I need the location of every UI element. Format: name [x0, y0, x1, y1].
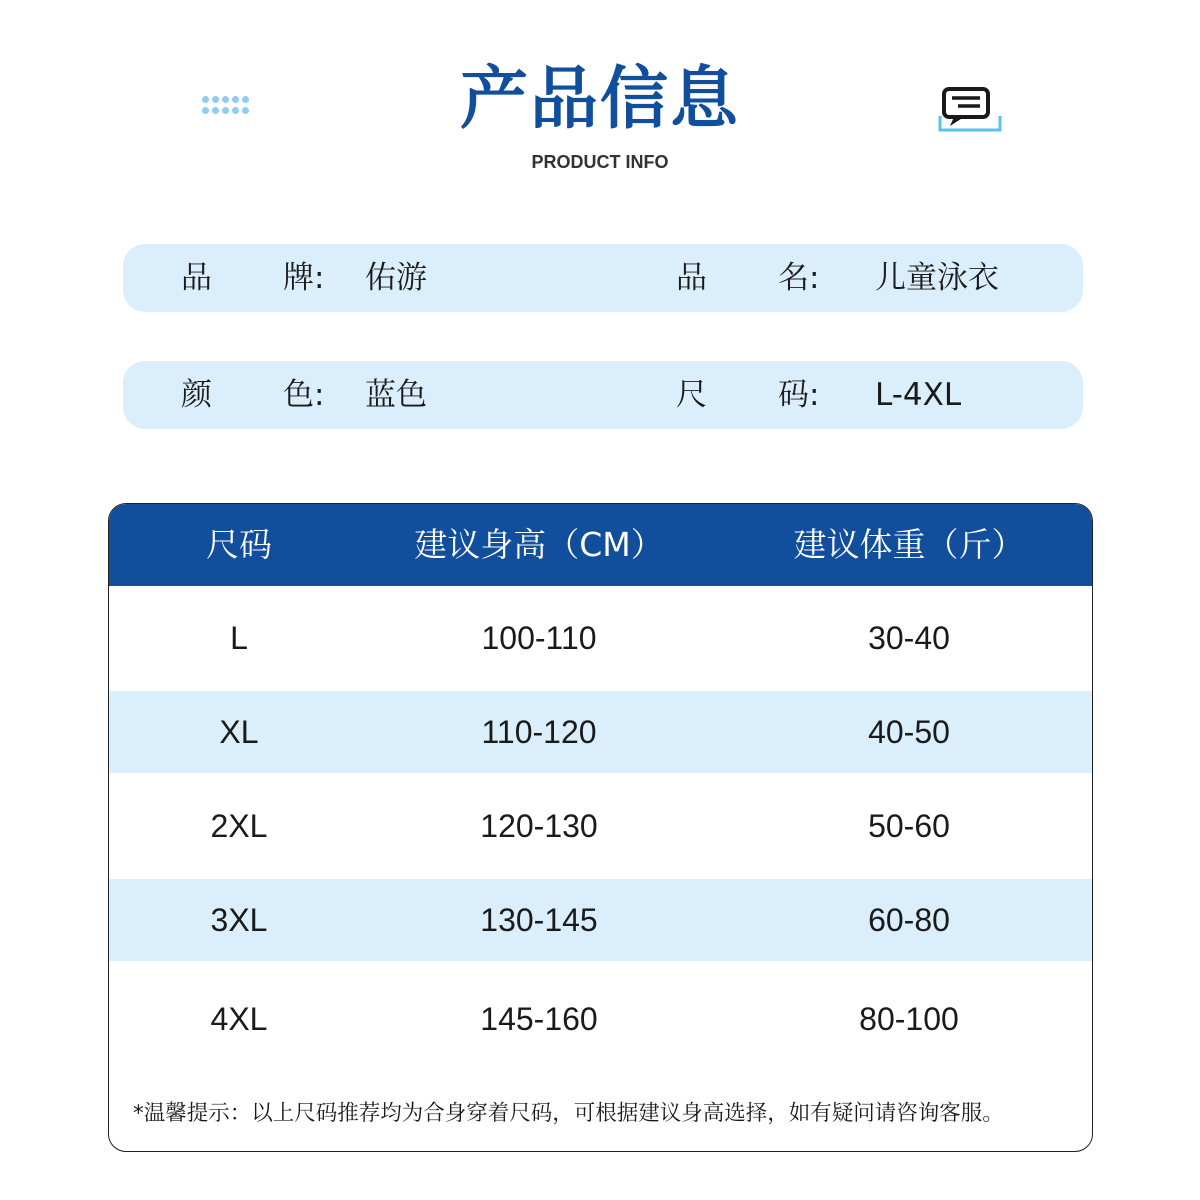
color-label-2: 色: — [283, 377, 325, 413]
cell-size: 2XL — [210, 807, 268, 844]
size-tip-note: *温馨提示：以上尺码推荐均为合身穿着尺码，可根据建议身高选择，如有疑问请咨询客服。 — [133, 1101, 1004, 1126]
cell-height: 130-145 — [480, 901, 598, 938]
header-size: 尺码 — [206, 525, 272, 564]
info-row-color-size — [123, 361, 1083, 429]
cell-size: 4XL — [210, 1001, 268, 1037]
cell-weight: 50-60 — [868, 807, 950, 844]
cell-size: L — [230, 620, 248, 656]
cell-weight: 40-50 — [868, 713, 950, 750]
table-row — [109, 586, 1092, 691]
header-weight: 建议体重（斤） — [793, 525, 1025, 564]
color-value: 蓝色 — [365, 377, 427, 413]
table-header — [109, 504, 1092, 586]
product-name-label-2: 名: — [778, 260, 820, 296]
size-value: L-4XL — [875, 377, 962, 413]
table-row — [109, 691, 1092, 773]
cell-height: 145-160 — [480, 1001, 598, 1037]
table-row — [109, 879, 1092, 961]
product-name-label-1: 品 — [676, 260, 707, 296]
product-name-value: 儿童泳衣 — [875, 260, 999, 296]
cell-size: XL — [219, 713, 259, 750]
brand-value: 佑游 — [365, 260, 427, 296]
cell-weight: 30-40 — [868, 620, 950, 656]
table-row — [109, 773, 1092, 879]
page-title: 产品信息 — [459, 60, 740, 139]
chat-bubble-icon — [938, 86, 1002, 134]
header — [0, 0, 1200, 200]
size-label-1: 尺 — [676, 377, 707, 413]
cell-height: 110-120 — [481, 713, 597, 750]
cell-weight: 60-80 — [868, 901, 950, 938]
brand-label-2: 牌: — [283, 260, 325, 296]
cell-size: 3XL — [210, 901, 268, 938]
cell-height: 120-130 — [480, 807, 598, 844]
cell-height: 100-110 — [481, 620, 597, 656]
page-subtitle: PRODUCT INFO — [531, 152, 669, 172]
info-row-brand-name — [123, 244, 1083, 312]
brand-label-1: 品 — [181, 260, 212, 296]
cell-weight: 80-100 — [859, 1001, 959, 1037]
size-label-2: 码: — [778, 377, 820, 413]
table-row — [109, 961, 1092, 1078]
header-height: 建议身高（CM） — [414, 525, 664, 564]
color-label-1: 颜 — [181, 377, 212, 413]
size-table — [108, 503, 1093, 1152]
